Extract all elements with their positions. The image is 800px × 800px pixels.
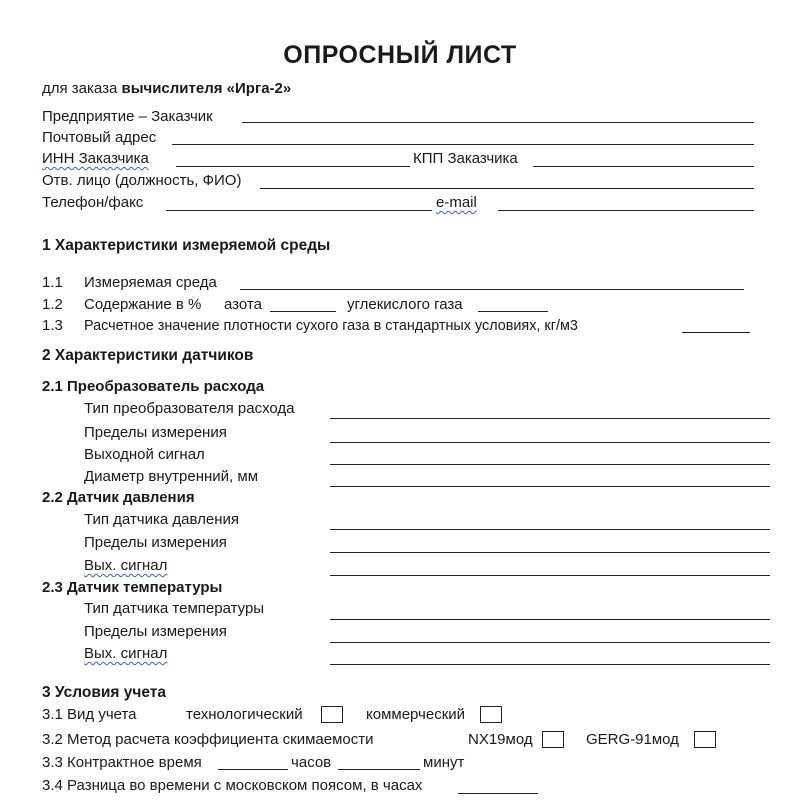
kpp-label: КПП Заказчика — [413, 150, 518, 167]
temp-type-label: Тип датчика температуры — [84, 600, 265, 617]
row-1-3-num: 1.3 — [42, 317, 63, 334]
section3-heading: 3 Условия учета — [42, 684, 166, 701]
density-field[interactable] — [682, 332, 750, 333]
postal-label: Почтовый адрес — [42, 129, 157, 146]
technological-checkbox[interactable] — [321, 706, 343, 723]
flow-output-label: Выходной сигнал — [84, 446, 205, 463]
co2-field[interactable] — [478, 311, 548, 312]
email-label: e-mail — [436, 194, 477, 211]
kpp-field[interactable] — [533, 166, 754, 167]
row-1-1-num: 1.1 — [42, 274, 63, 291]
responsible-field[interactable] — [260, 188, 754, 189]
row-1-3-label: Расчетное значение плотности сухого газа в стандартных условиях, кг/м3 — [84, 318, 578, 334]
subtitle — [42, 80, 291, 98]
nx19-label: NX19мод — [468, 731, 533, 748]
flow-range-field[interactable] — [330, 442, 770, 443]
timezone-diff-field[interactable] — [458, 793, 538, 794]
inn-field[interactable] — [176, 166, 410, 167]
enterprise-field[interactable] — [242, 122, 754, 123]
phone-field[interactable] — [166, 210, 432, 211]
pressure-type-field[interactable] — [330, 529, 770, 530]
section1-heading: 1 Характеристики измеряемой среды — [42, 237, 331, 254]
sub-2-2-heading: 2.2 Датчик давления — [42, 489, 195, 506]
gerg91-label: GERG-91мод — [586, 731, 679, 748]
flow-diameter-field[interactable] — [330, 486, 770, 487]
technological-label: технологический — [186, 706, 303, 723]
flow-range-label: Пределы измерения — [84, 424, 227, 441]
hours-label: часов — [291, 754, 332, 771]
timezone-diff-label: 3.4 Разница во времени с московском поясом, в часах — [42, 777, 423, 794]
temp-output-field[interactable] — [330, 664, 770, 665]
section2-heading: 2 Характеристики датчиков — [42, 347, 254, 364]
flow-diameter-label: Диаметр внутренний, мм — [84, 468, 259, 485]
contract-time-label: 3.3 Контрактное время — [42, 754, 202, 771]
email-field[interactable] — [498, 210, 754, 211]
sub-2-3-heading: 2.3 Датчик температуры — [42, 579, 223, 596]
nitrogen-field[interactable] — [270, 311, 336, 312]
responsible-label: Отв. лицо (должность, ФИО) — [42, 172, 242, 189]
page-title: ОПРОСНЫЙ ЛИСТ — [283, 41, 517, 69]
pressure-type-label: Тип датчика давления — [84, 511, 240, 528]
postal-field[interactable] — [172, 144, 754, 145]
temp-range-label: Пределы измерения — [84, 623, 227, 640]
phone-label: Телефон/факс — [42, 194, 144, 211]
enterprise-label: Предприятие – Заказчик — [42, 108, 213, 125]
row-1-2-label: Содержание в % — [84, 296, 202, 313]
co2-label: углекислого газа — [347, 296, 463, 313]
temp-type-field[interactable] — [330, 619, 770, 620]
pressure-range-field[interactable] — [330, 552, 770, 553]
minutes-label: минут — [423, 754, 465, 771]
hours-field[interactable] — [218, 769, 288, 770]
commercial-checkbox[interactable] — [480, 706, 502, 723]
flow-output-field[interactable] — [330, 464, 770, 465]
pressure-output-field[interactable] — [330, 575, 770, 576]
temp-output-label: Вых. сигнал — [84, 645, 168, 662]
minutes-field[interactable] — [338, 769, 420, 770]
flow-type-label: Тип преобразователя расхода — [84, 400, 295, 417]
pressure-output-label: Вых. сигнал — [84, 557, 168, 574]
commercial-label: коммерческий — [366, 706, 466, 723]
sub-2-1-heading: 2.1 Преобразователь расхода — [42, 378, 265, 395]
medium-field[interactable] — [240, 289, 744, 290]
flow-type-field[interactable] — [330, 418, 770, 419]
row-1-2-num: 1.2 — [42, 296, 63, 313]
method-label: 3.2 Метод расчета коэффициента скимаемости — [42, 731, 374, 748]
inn-label: ИНН Заказчика — [42, 150, 149, 167]
pressure-range-label: Пределы измерения — [84, 534, 227, 551]
nx19-checkbox[interactable] — [542, 731, 564, 748]
nitrogen-label: азота — [224, 296, 262, 313]
subtitle-product: вычислителя «Ирга-2» — [121, 80, 292, 97]
gerg91-checkbox[interactable] — [694, 731, 716, 748]
accounting-type-label: 3.1 Вид учета — [42, 706, 137, 723]
row-1-1-label: Измеряемая среда — [84, 274, 217, 291]
temp-range-field[interactable] — [330, 642, 770, 643]
subtitle-prefix: для заказа — [42, 80, 122, 97]
